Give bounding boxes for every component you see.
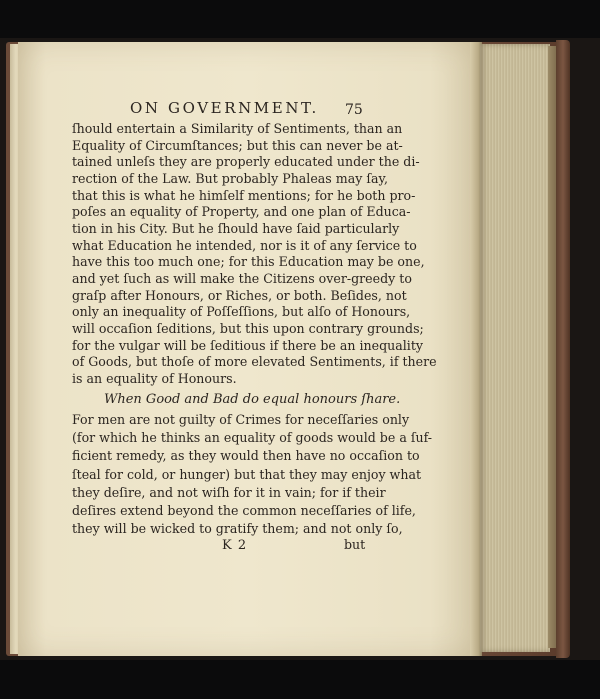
text-line: graſp after Honours, or Riches, or both. Beſides, not [72, 287, 407, 303]
text-line: only an inequality of Poſſeſſions, but alſo of Honours, [72, 304, 411, 320]
text-line: For men are not guilty of Crimes for neceſſaries only [72, 412, 410, 427]
text-line: Equality of Circumſtances; but this can never be at- [72, 137, 403, 153]
text-line: that this is what he himſelf mentions; for he both pro- [72, 187, 416, 203]
page-number: 75 [345, 102, 363, 118]
text-line: (for which he thinks an equality of goods would be a ſuf- [72, 430, 433, 446]
text-line: what Education he intended, nor is it of any ſervice to [72, 237, 417, 253]
text-line: tion in his City. But he ſhould have ſaid particularly [72, 221, 400, 236]
text-line: they will be wicked to gratify them; and not only ſo, [72, 521, 403, 536]
text-line: ſhould entertain a Similarity of Sentiments, than an [72, 121, 403, 136]
text-line: poſes an equality of Property, and one plan of Educa- [72, 204, 411, 220]
text-line: and yet ſuch as will make the Citizens over-greedy to [72, 271, 412, 286]
signature-mark: K 2 [222, 538, 248, 553]
text-line: is an equality of Honours. [72, 371, 237, 386]
text-line: for the vulgar will be ſeditious if there be an inequality [72, 337, 424, 353]
back-cover-board [556, 40, 570, 658]
verse-quotation: When Good and Bad do equal honours ſhare. [104, 392, 401, 407]
text-line: rection of the Law. But probably Phaleas may ſay, [72, 171, 388, 186]
text-line: tained unleſs they are properly educated under the di- [72, 154, 420, 170]
text-line: deſires extend beyond the common neceſſaries of life, [72, 502, 416, 518]
text-line: ficient remedy, as they would then have no occaſion to [72, 448, 420, 464]
text-line: will occaſion ſeditions, but this upon contrary grounds; [72, 321, 424, 336]
running-head: ON GOVERNMENT. [130, 99, 319, 117]
text-line: ſteal for cold, or hunger) but that they may enjoy what [72, 466, 422, 482]
page-block-edges [480, 44, 550, 652]
text-line: of Goods, but thoſe of more elevated Sentiments, if there [72, 354, 437, 370]
text-line: they deſire, and not wiſh for it in vain; for if their [72, 484, 386, 500]
catchword: but [344, 537, 366, 552]
text-line: have this too much one; for this Education may be one, [72, 254, 425, 270]
